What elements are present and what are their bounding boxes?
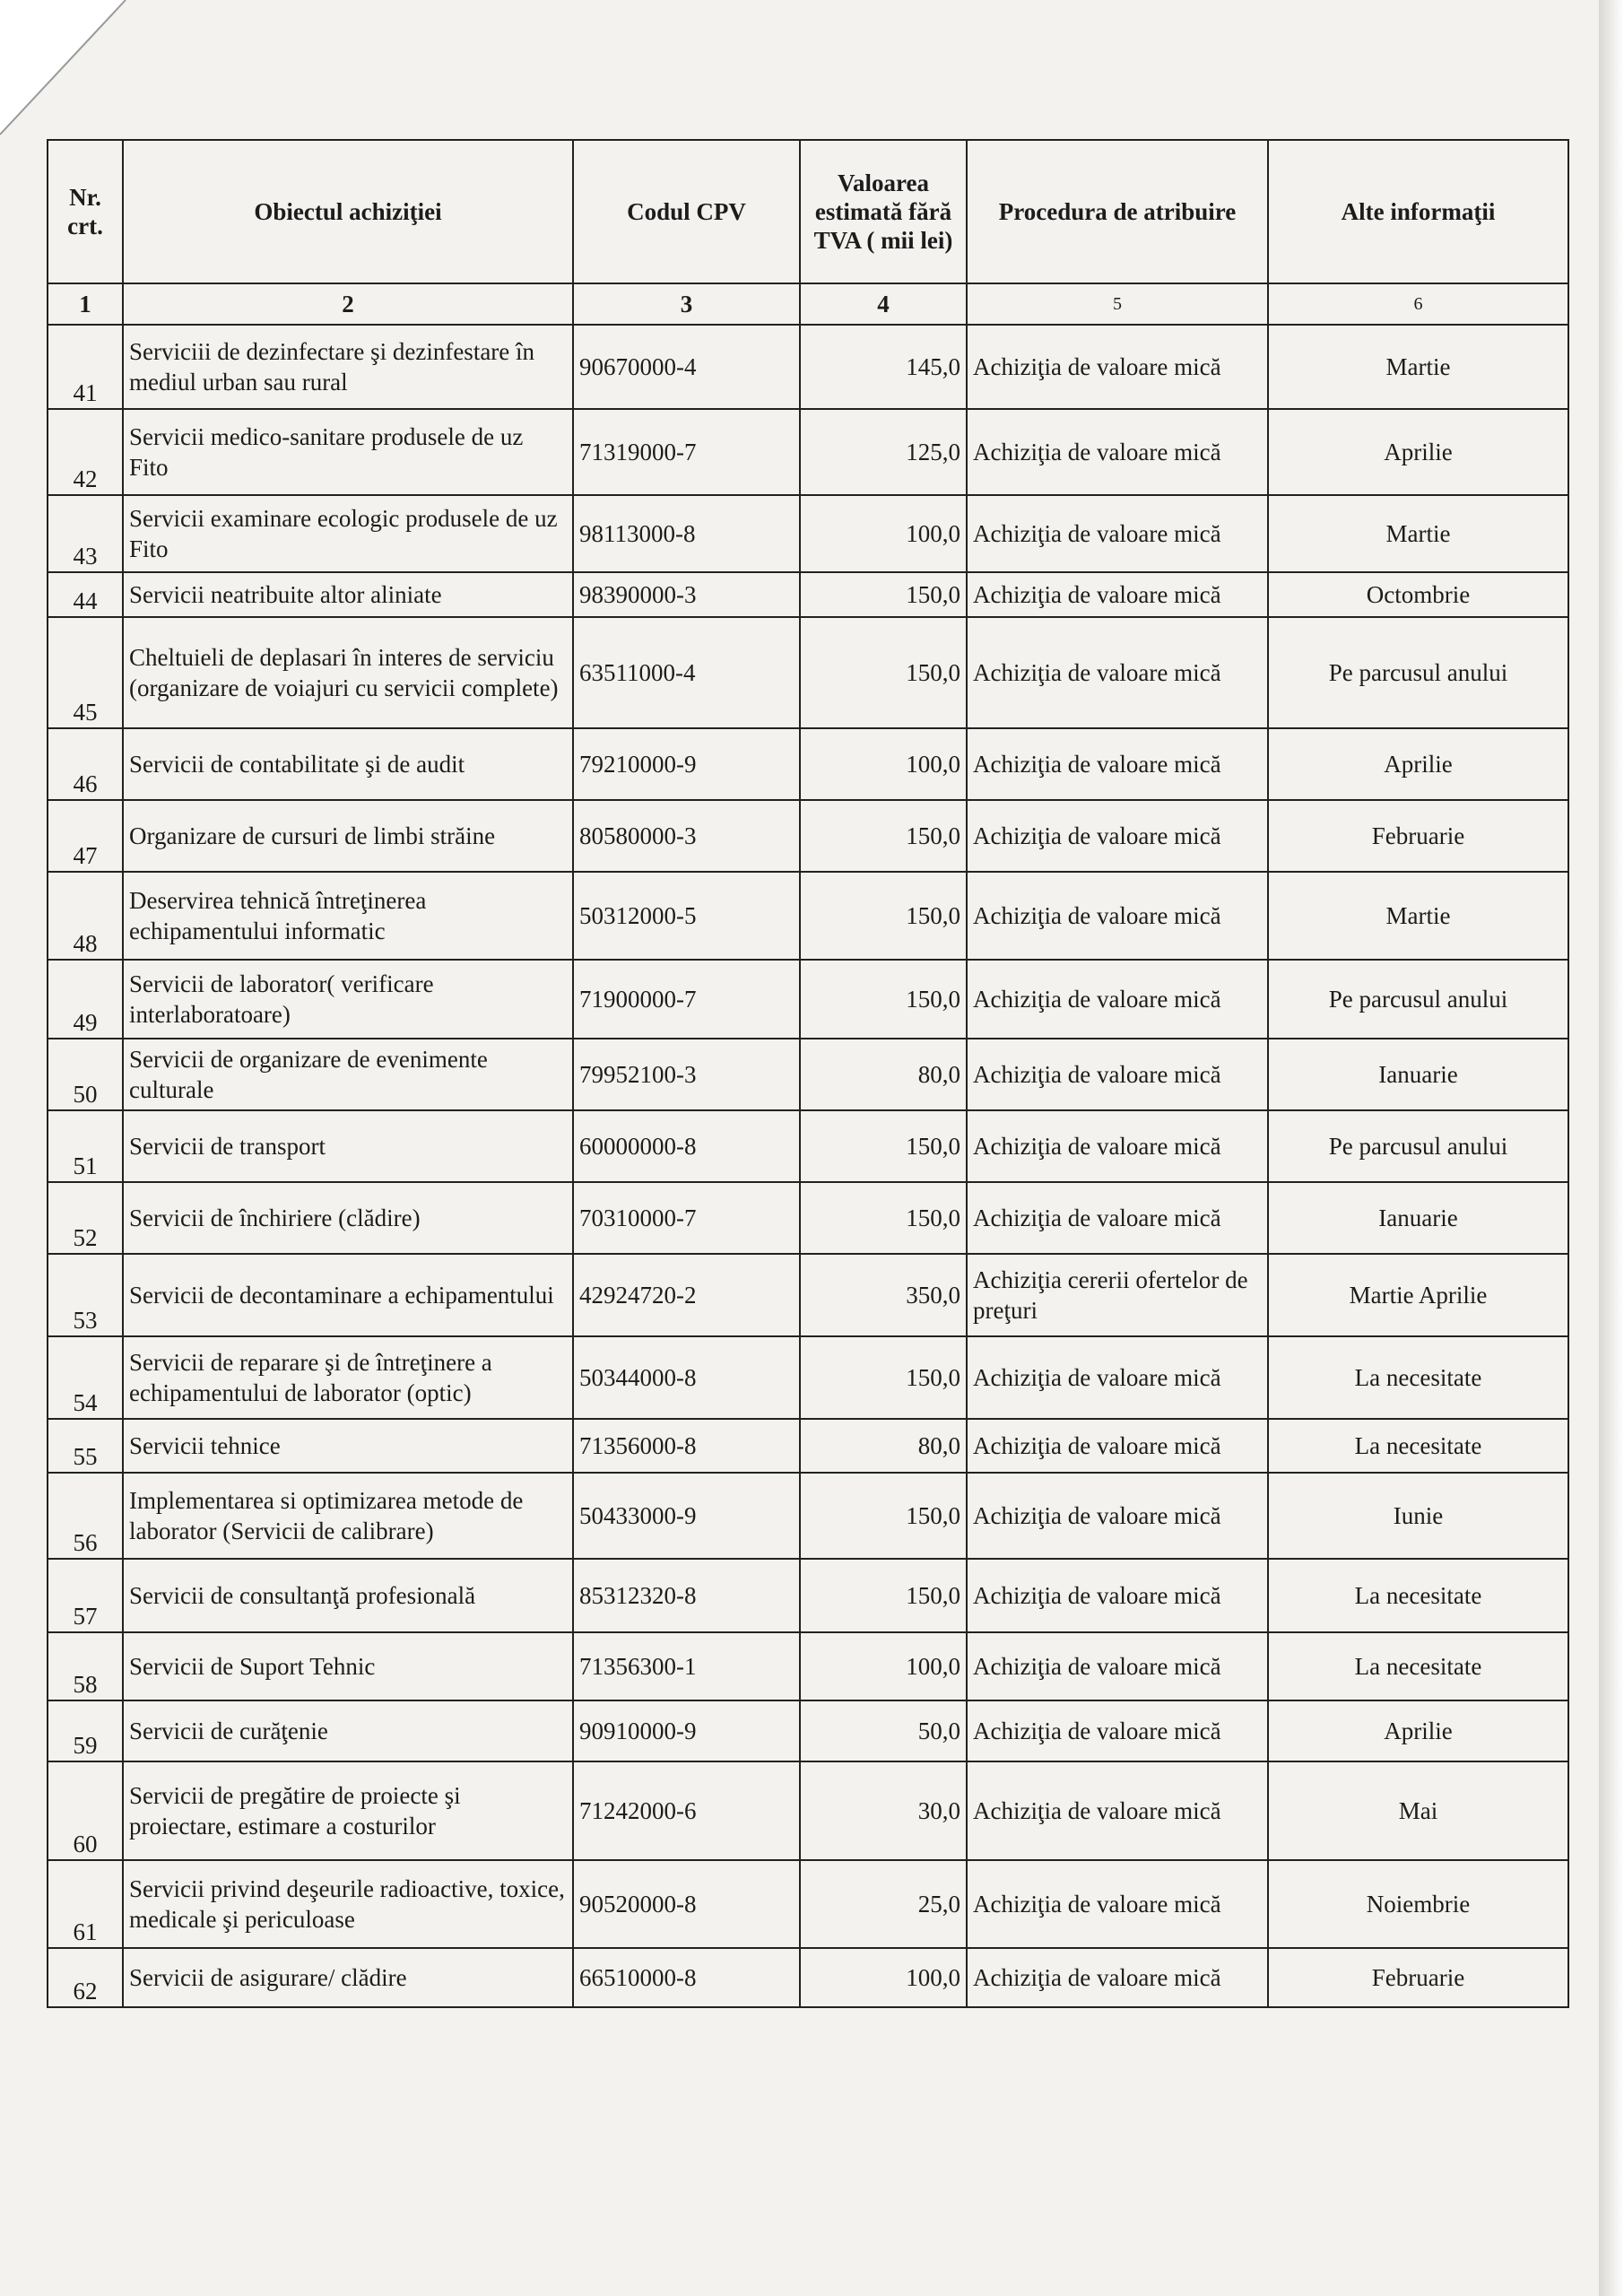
object-cell: Servicii de asigurare/ clădire bbox=[123, 1948, 573, 2007]
info-cell: La necesitate bbox=[1268, 1632, 1568, 1700]
page-edge-shadow bbox=[1599, 0, 1624, 2296]
object-cell: Servicii privind deşeurile radioactive, toxice, medicale şi periculoase bbox=[123, 1860, 573, 1948]
value-cell: 150,0 bbox=[800, 1473, 967, 1559]
header-procedure: Procedura de atribuire bbox=[967, 140, 1268, 283]
value-cell: 150,0 bbox=[800, 617, 967, 728]
value-cell: 145,0 bbox=[800, 325, 967, 409]
row-number: 62 bbox=[48, 1948, 123, 2007]
cpv-code-cell: 42924720-2 bbox=[573, 1254, 800, 1336]
table-row bbox=[48, 728, 1568, 800]
value-cell: 30,0 bbox=[800, 1761, 967, 1860]
value-cell: 80,0 bbox=[800, 1419, 967, 1473]
row-number: 49 bbox=[48, 960, 123, 1039]
cpv-code-cell: 71242000-6 bbox=[573, 1761, 800, 1860]
cpv-code-cell: 79210000-9 bbox=[573, 728, 800, 800]
procedure-cell: Achiziţia de valoare mică bbox=[967, 1761, 1268, 1860]
column-index-row bbox=[48, 283, 1568, 325]
row-number: 43 bbox=[48, 495, 123, 572]
procedure-cell: Achiziţia de valoare mică bbox=[967, 495, 1268, 572]
table-row bbox=[48, 1700, 1568, 1761]
table-row bbox=[48, 1860, 1568, 1948]
table-row bbox=[48, 1632, 1568, 1700]
object-cell: Servicii de pregătire de proiecte şi proiectare, estimare a costurilor bbox=[123, 1761, 573, 1860]
cpv-code-cell: 71319000-7 bbox=[573, 409, 800, 495]
cpv-code-cell: 63511000-4 bbox=[573, 617, 800, 728]
info-cell: Aprilie bbox=[1268, 409, 1568, 495]
cpv-code-cell: 98113000-8 bbox=[573, 495, 800, 572]
table-row bbox=[48, 1559, 1568, 1632]
object-cell: Servicii de contabilitate şi de audit bbox=[123, 728, 573, 800]
row-number: 53 bbox=[48, 1254, 123, 1336]
row-number: 56 bbox=[48, 1473, 123, 1559]
object-cell: Cheltuieli de deplasari în interes de serviciu (organizare de voiajuri cu servicii complete) bbox=[123, 617, 573, 728]
table-row bbox=[48, 1039, 1568, 1110]
value-cell: 150,0 bbox=[800, 800, 967, 872]
row-number: 61 bbox=[48, 1860, 123, 1948]
object-cell: Servicii de laborator( verificare interlaboratoare) bbox=[123, 960, 573, 1039]
procedure-cell: Achiziţia de valoare mică bbox=[967, 728, 1268, 800]
cpv-code-cell: 50344000-8 bbox=[573, 1336, 800, 1419]
row-number: 60 bbox=[48, 1761, 123, 1860]
object-cell: Servicii neatribuite altor aliniate bbox=[123, 572, 573, 617]
cpv-code-cell: 70310000-7 bbox=[573, 1182, 800, 1254]
page-corner-fold bbox=[0, 0, 161, 161]
value-cell: 150,0 bbox=[800, 1559, 967, 1632]
table-row bbox=[48, 872, 1568, 960]
row-number: 58 bbox=[48, 1632, 123, 1700]
info-cell: Aprilie bbox=[1268, 728, 1568, 800]
procedure-cell: Achiziţia de valoare mică bbox=[967, 800, 1268, 872]
object-cell: Implementarea si optimizarea metode de laborator (Servicii de calibrare) bbox=[123, 1473, 573, 1559]
procedure-cell: Achiziţia de valoare mică bbox=[967, 572, 1268, 617]
row-number: 51 bbox=[48, 1110, 123, 1182]
info-cell: Mai bbox=[1268, 1761, 1568, 1860]
value-cell: 100,0 bbox=[800, 495, 967, 572]
info-cell: Pe parcusul anului bbox=[1268, 617, 1568, 728]
procedure-cell: Achiziţia de valoare mică bbox=[967, 960, 1268, 1039]
value-cell: 150,0 bbox=[800, 960, 967, 1039]
table-row bbox=[48, 960, 1568, 1039]
row-number: 50 bbox=[48, 1039, 123, 1110]
info-cell: Noiembrie bbox=[1268, 1860, 1568, 1948]
index-cell: 5 bbox=[967, 283, 1268, 325]
table-row bbox=[48, 800, 1568, 872]
info-cell: Pe parcusul anului bbox=[1268, 1110, 1568, 1182]
table-row bbox=[48, 1761, 1568, 1860]
cpv-code-cell: 79952100-3 bbox=[573, 1039, 800, 1110]
row-number: 54 bbox=[48, 1336, 123, 1419]
cpv-code-cell: 90910000-9 bbox=[573, 1700, 800, 1761]
info-cell: La necesitate bbox=[1268, 1419, 1568, 1473]
table-row bbox=[48, 1182, 1568, 1254]
object-cell: Servicii de decontaminare a echipamentului bbox=[123, 1254, 573, 1336]
procedure-cell: Achiziţia de valoare mică bbox=[967, 1336, 1268, 1419]
row-number: 57 bbox=[48, 1559, 123, 1632]
row-number: 52 bbox=[48, 1182, 123, 1254]
header-info: Alte informaţii bbox=[1268, 140, 1568, 283]
value-cell: 100,0 bbox=[800, 728, 967, 800]
value-cell: 150,0 bbox=[800, 1110, 967, 1182]
table-row bbox=[48, 1254, 1568, 1336]
cpv-code-cell: 71356000-8 bbox=[573, 1419, 800, 1473]
row-number: 47 bbox=[48, 800, 123, 872]
object-cell: Servicii tehnice bbox=[123, 1419, 573, 1473]
table-row bbox=[48, 1110, 1568, 1182]
cpv-code-cell: 50312000-5 bbox=[573, 872, 800, 960]
index-cell: 2 bbox=[123, 283, 573, 325]
info-cell: Octombrie bbox=[1268, 572, 1568, 617]
cpv-code-cell: 66510000-8 bbox=[573, 1948, 800, 2007]
info-cell: La necesitate bbox=[1268, 1559, 1568, 1632]
cpv-code-cell: 80580000-3 bbox=[573, 800, 800, 872]
table-row bbox=[48, 325, 1568, 409]
value-cell: 350,0 bbox=[800, 1254, 967, 1336]
table-body bbox=[48, 325, 1568, 2007]
procedure-cell: Achiziţia de valoare mică bbox=[967, 409, 1268, 495]
procedure-cell: Achiziţia de valoare mică bbox=[967, 617, 1268, 728]
object-cell: Serviciii de dezinfectare şi dezinfestare în mediul urban sau rural bbox=[123, 325, 573, 409]
header-nr: Nr. crt. bbox=[48, 140, 123, 283]
info-cell: Februarie bbox=[1268, 1948, 1568, 2007]
object-cell: Servicii examinare ecologic produsele de uz Fito bbox=[123, 495, 573, 572]
info-cell: Februarie bbox=[1268, 800, 1568, 872]
info-cell: Aprilie bbox=[1268, 1700, 1568, 1761]
table-row bbox=[48, 495, 1568, 572]
row-number: 41 bbox=[48, 325, 123, 409]
cpv-code-cell: 71900000-7 bbox=[573, 960, 800, 1039]
value-cell: 100,0 bbox=[800, 1632, 967, 1700]
object-cell: Servicii de transport bbox=[123, 1110, 573, 1182]
procedure-cell: Achiziţia de valoare mică bbox=[967, 1419, 1268, 1473]
value-cell: 150,0 bbox=[800, 572, 967, 617]
value-cell: 80,0 bbox=[800, 1039, 967, 1110]
info-cell: Martie Aprilie bbox=[1268, 1254, 1568, 1336]
procedure-cell: Achiziţia de valoare mică bbox=[967, 1559, 1268, 1632]
row-number: 59 bbox=[48, 1700, 123, 1761]
index-cell: 3 bbox=[573, 283, 800, 325]
row-number: 44 bbox=[48, 572, 123, 617]
cpv-code-cell: 60000000-8 bbox=[573, 1110, 800, 1182]
procedure-cell: Achiziţia de valoare mică bbox=[967, 872, 1268, 960]
info-cell: La necesitate bbox=[1268, 1336, 1568, 1419]
procedure-cell: Achiziţia de valoare mică bbox=[967, 1039, 1268, 1110]
table-row bbox=[48, 1473, 1568, 1559]
value-cell: 50,0 bbox=[800, 1700, 967, 1761]
table-row bbox=[48, 1419, 1568, 1473]
info-cell: Iunie bbox=[1268, 1473, 1568, 1559]
info-cell: Ianuarie bbox=[1268, 1182, 1568, 1254]
table-header-row bbox=[48, 140, 1568, 283]
cpv-code-cell: 50433000-9 bbox=[573, 1473, 800, 1559]
object-cell: Deservirea tehnică întreţinerea echipamentului informatic bbox=[123, 872, 573, 960]
index-cell: 6 bbox=[1268, 283, 1568, 325]
value-cell: 150,0 bbox=[800, 1336, 967, 1419]
object-cell: Servicii medico-sanitare produsele de uz Fito bbox=[123, 409, 573, 495]
cpv-code-cell: 85312320-8 bbox=[573, 1559, 800, 1632]
cpv-code-cell: 71356300-1 bbox=[573, 1632, 800, 1700]
row-number: 46 bbox=[48, 728, 123, 800]
info-cell: Pe parcusul anului bbox=[1268, 960, 1568, 1039]
info-cell: Martie bbox=[1268, 872, 1568, 960]
object-cell: Servicii de Suport Tehnic bbox=[123, 1632, 573, 1700]
value-cell: 150,0 bbox=[800, 872, 967, 960]
cpv-code-cell: 98390000-3 bbox=[573, 572, 800, 617]
procedure-cell: Achiziţia de valoare mică bbox=[967, 1473, 1268, 1559]
procedure-cell: Achiziţia de valoare mică bbox=[967, 1110, 1268, 1182]
row-number: 42 bbox=[48, 409, 123, 495]
header-value: Valoarea estimată fără TVA ( mii lei) bbox=[800, 140, 967, 283]
table-row bbox=[48, 409, 1568, 495]
table-row bbox=[48, 1948, 1568, 2007]
procurement-table bbox=[47, 139, 1569, 2008]
value-cell: 100,0 bbox=[800, 1948, 967, 2007]
info-cell: Martie bbox=[1268, 325, 1568, 409]
object-cell: Servicii de organizare de evenimente culturale bbox=[123, 1039, 573, 1110]
info-cell: Ianuarie bbox=[1268, 1039, 1568, 1110]
object-cell: Servicii de închiriere (clădire) bbox=[123, 1182, 573, 1254]
header-object: Obiectul achiziţiei bbox=[123, 140, 573, 283]
row-number: 48 bbox=[48, 872, 123, 960]
value-cell: 125,0 bbox=[800, 409, 967, 495]
info-cell: Martie bbox=[1268, 495, 1568, 572]
value-cell: 25,0 bbox=[800, 1860, 967, 1948]
object-cell: Organizare de cursuri de limbi străine bbox=[123, 800, 573, 872]
table-row bbox=[48, 572, 1568, 617]
procedure-cell: Achiziţia de valoare mică bbox=[967, 1860, 1268, 1948]
row-number: 55 bbox=[48, 1419, 123, 1473]
procedure-cell: Achiziţia de valoare mică bbox=[967, 1632, 1268, 1700]
procedure-cell: Achiziţia cererii ofertelor de preţuri bbox=[967, 1254, 1268, 1336]
procedure-cell: Achiziţia de valoare mică bbox=[967, 1700, 1268, 1761]
table-row bbox=[48, 617, 1568, 728]
table-row bbox=[48, 1336, 1568, 1419]
object-cell: Servicii de consultanţă profesională bbox=[123, 1559, 573, 1632]
cpv-code-cell: 90520000-8 bbox=[573, 1860, 800, 1948]
index-cell: 1 bbox=[48, 283, 123, 325]
cpv-code-cell: 90670000-4 bbox=[573, 325, 800, 409]
procedure-cell: Achiziţia de valoare mică bbox=[967, 1948, 1268, 2007]
header-cpv: Codul CPV bbox=[573, 140, 800, 283]
object-cell: Servicii de reparare şi de întreţinere a echipamentului de laborator (optic) bbox=[123, 1336, 573, 1419]
row-number: 45 bbox=[48, 617, 123, 728]
procedure-cell: Achiziţia de valoare mică bbox=[967, 325, 1268, 409]
value-cell: 150,0 bbox=[800, 1182, 967, 1254]
object-cell: Servicii de curăţenie bbox=[123, 1700, 573, 1761]
index-cell: 4 bbox=[800, 283, 967, 325]
procedure-cell: Achiziţia de valoare mică bbox=[967, 1182, 1268, 1254]
